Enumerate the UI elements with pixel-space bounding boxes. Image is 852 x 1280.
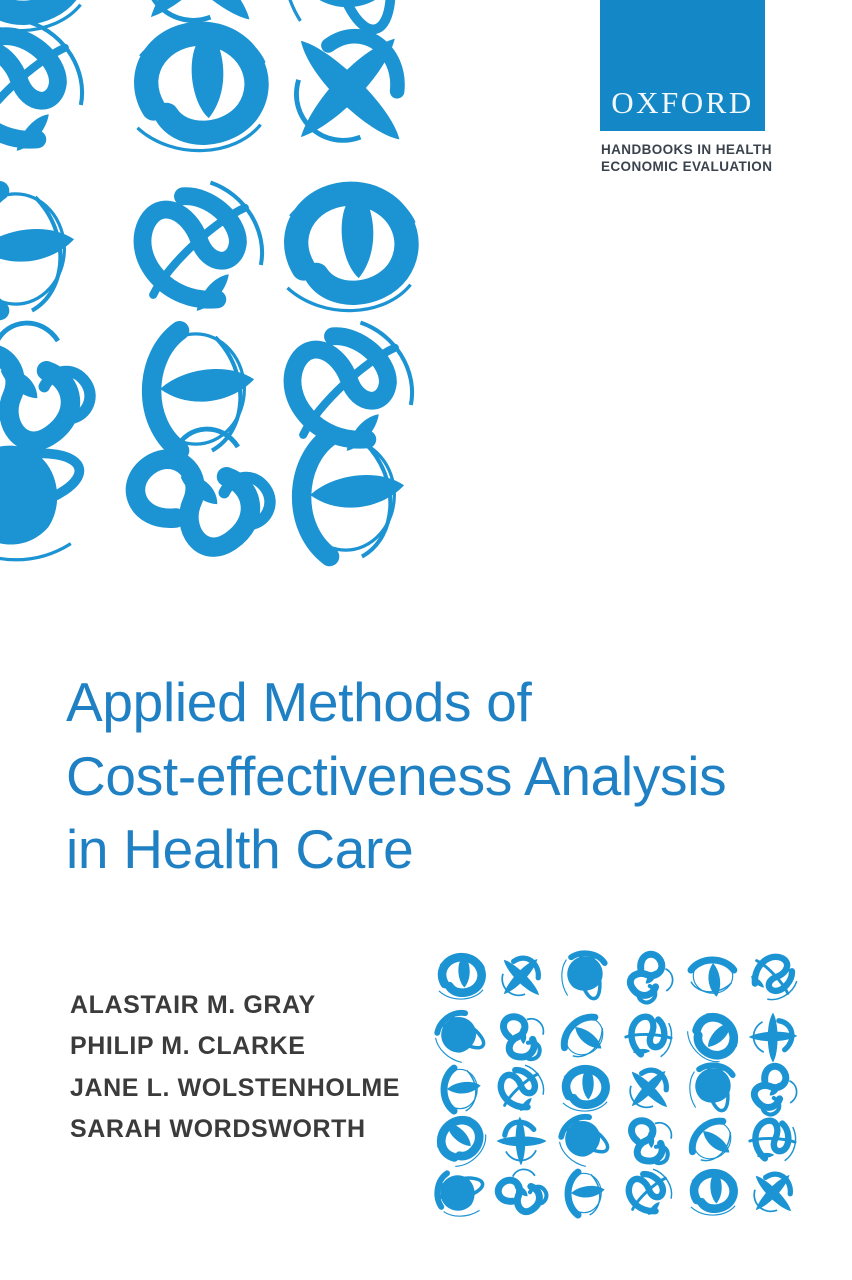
swirl-shape <box>562 951 605 1000</box>
swirl-shape <box>0 305 107 468</box>
swirl-shape <box>494 1163 552 1221</box>
authors-list <box>70 985 400 1150</box>
swirl-shape <box>253 0 448 188</box>
book-title <box>66 666 726 887</box>
swirl-shape <box>749 1013 798 1063</box>
swirl-shape <box>124 411 287 574</box>
author-name: JANE L. WOLSTENHOLME <box>70 1073 401 1102</box>
swirl-shape <box>626 1017 672 1057</box>
swirl-shape <box>743 946 804 1007</box>
swirl-shape <box>147 331 254 451</box>
swirl-shape <box>684 1113 741 1170</box>
swirl-shape <box>103 0 298 68</box>
swirl-shape <box>0 4 102 173</box>
author-name: PHILIP M. CLARKE <box>70 1032 306 1061</box>
book-title-line: Applied Methods of <box>66 671 532 733</box>
swirl-shape <box>113 164 282 333</box>
swirl-shape <box>297 437 404 557</box>
swirl-shape <box>691 958 734 996</box>
swirl-shape <box>615 1055 685 1125</box>
swirl-shape <box>745 1062 803 1120</box>
swirl-shape <box>0 0 84 31</box>
swirl-shape <box>426 1005 491 1070</box>
swirl-shape <box>442 1068 480 1111</box>
swirl-shape <box>621 950 679 1008</box>
swirl-shape <box>487 943 557 1013</box>
swirl-shape <box>690 1063 733 1112</box>
swirl-shape <box>287 187 413 310</box>
swirl-shape <box>0 191 74 311</box>
swirl-shape <box>556 1009 613 1066</box>
artwork-grid-top-left <box>0 0 448 573</box>
oxford-logo <box>600 0 765 131</box>
swirl-shape <box>497 1117 547 1166</box>
swirl-shape <box>430 1109 493 1172</box>
book-title-line: in Health Care <box>66 818 414 880</box>
swirl-shape <box>631 1121 671 1163</box>
series-title-line: HANDBOOKS IN HEALTH <box>601 142 772 157</box>
artwork-grid-bottom-right <box>426 943 808 1229</box>
series-title-line: ECONOMIC EVALUATION <box>601 158 773 174</box>
swirl-shape <box>566 1172 604 1215</box>
swirl-shape <box>137 27 263 150</box>
swirl-shape <box>503 1017 543 1059</box>
swirl-shape <box>490 1059 551 1120</box>
swirl-shape <box>550 1109 615 1174</box>
swirl-shape <box>682 1006 745 1069</box>
swirl-shape <box>563 1067 608 1111</box>
book-title-line: Cost-effectiveness Analysis <box>66 744 727 807</box>
swirl-shape <box>691 1171 736 1215</box>
swirl-shape <box>435 1173 484 1216</box>
swirl-shape <box>739 1159 809 1229</box>
author-name: ALASTAIR M. GRAY <box>70 991 316 1019</box>
swirl-shape <box>263 304 432 473</box>
author-name: SARAH WORDSWORTH <box>70 1114 366 1143</box>
swirl-shape <box>618 1163 679 1224</box>
swirl-shape <box>750 1121 796 1161</box>
series-title <box>601 142 772 175</box>
swirl-shape <box>439 955 484 999</box>
oxford-logo-text: OXFORD <box>611 85 754 120</box>
swirl-shape <box>284 0 404 35</box>
swirl-shape <box>0 440 85 560</box>
